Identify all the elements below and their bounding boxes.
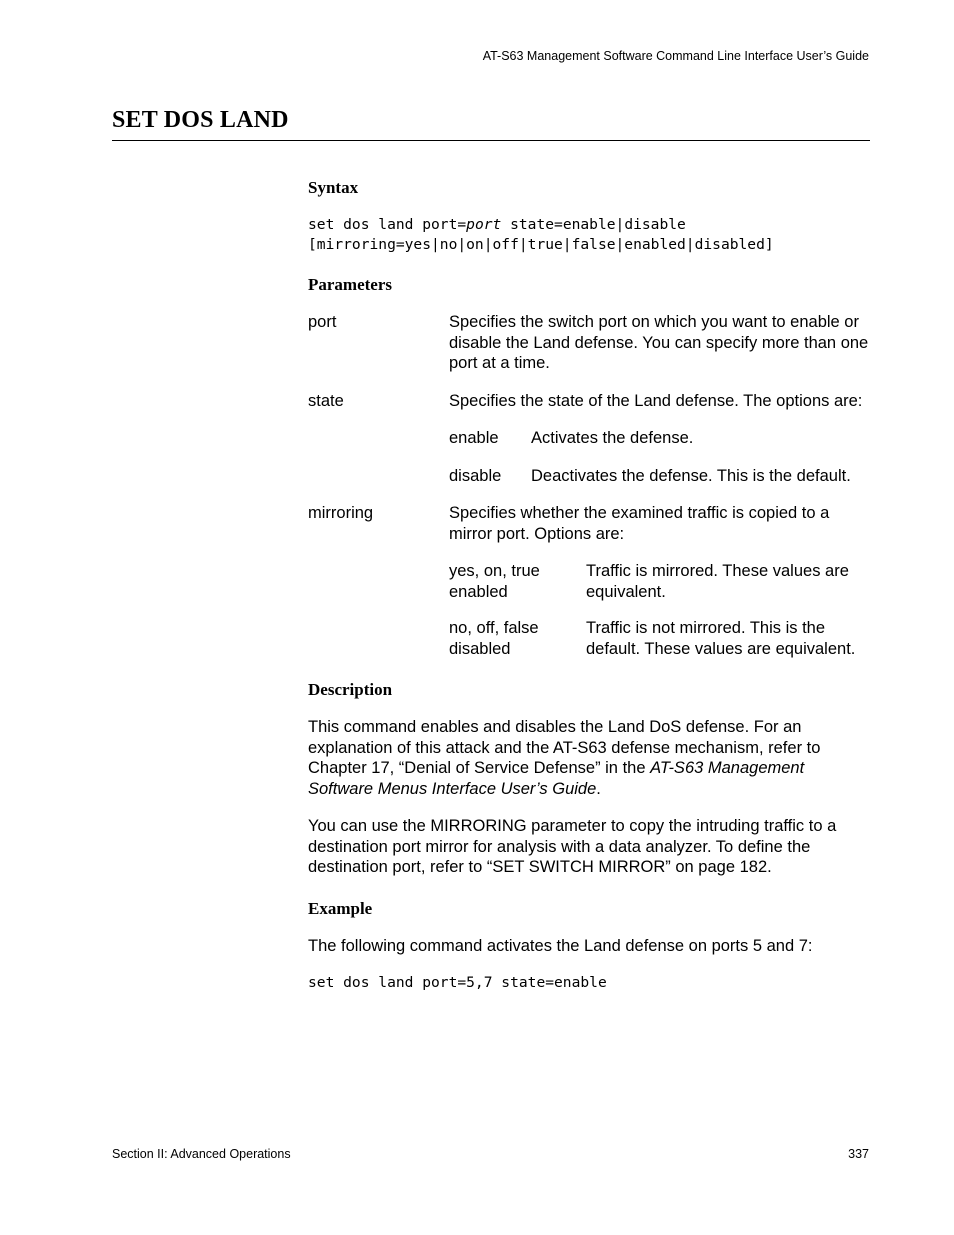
description-book-title: AT-S63 Management Software Menus Interface User’s Guide <box>308 759 805 798</box>
state-option-name: enable <box>449 429 499 447</box>
param-port-description: Specifies the switch port on which you want to enable or disable the Land defense. You can specify more than one port at a time. <box>449 313 869 372</box>
mirroring-option-description: Traffic is mirrored. These values are equivalent. <box>586 562 849 601</box>
example-code: set dos land port=5,7 state=enable <box>308 974 607 991</box>
syntax-heading: Syntax <box>308 178 359 197</box>
page-title: SET DOS LAND <box>112 107 289 133</box>
syntax-line1-suffix: state=enable|disable <box>501 216 686 233</box>
state-option-disable <box>449 466 870 487</box>
mirroring-option-name-line2: disabled <box>449 639 511 658</box>
syntax-line1-prefix: set dos land port= <box>308 216 467 233</box>
state-option-description: Deactivates the defense. This is the default. <box>531 466 851 485</box>
description-text: This command enables and disables the Land DoS defense. For an explanation of this attack and the AT-S63 defense mechanism, refer to Chapter 17, “Denial of Service Defense” in the <box>308 718 821 777</box>
param-state-description: Specifies the state of the Land defense. The options are: <box>449 391 863 410</box>
parameters-heading: Parameters <box>308 275 393 294</box>
running-header: AT-S63 Management Software Command Line Interface User’s Guide <box>482 49 869 63</box>
mirroring-option-name-line1: no, off, false <box>449 619 539 637</box>
param-port <box>308 312 870 374</box>
example-heading: Example <box>308 898 373 918</box>
state-option-name: disable <box>449 466 502 485</box>
syntax-line1-param: port <box>466 216 502 233</box>
state-option-enable <box>449 428 870 449</box>
mirroring-option-yes <box>449 561 870 602</box>
description-paragraph-1 <box>308 717 870 799</box>
example-text: The following command activates the Land defense on ports 5 and 7: <box>308 936 813 955</box>
footer-section: Section II: Advanced Operations <box>112 1147 291 1161</box>
title-rule <box>112 140 870 141</box>
mirroring-option-no <box>449 618 870 659</box>
main-content <box>308 178 870 993</box>
param-mirroring-name: mirroring <box>308 504 374 522</box>
description-text-end: . <box>596 779 601 798</box>
mirroring-option-name <box>449 561 586 602</box>
footer-page-number: 337 <box>848 1147 869 1161</box>
param-state-name: state <box>308 391 344 410</box>
mirroring-option-name-line2: enabled <box>449 582 508 601</box>
param-mirroring <box>308 503 870 544</box>
syntax-code <box>308 215 870 255</box>
param-port-name: port <box>308 313 337 331</box>
param-state <box>308 391 870 412</box>
description-heading: Description <box>308 680 393 699</box>
param-mirroring-description: Specifies whether the examined traffic is copied to a mirror port. Options are: <box>449 504 830 543</box>
state-option-description: Activates the defense. <box>531 429 694 447</box>
description-paragraph-2: You can use the MIRRORING parameter to copy the intruding traffic to a destination port mirror for analysis with a data analyzer. To define the destination port, refer to “SET SWITCH MIRROR” on page 182. <box>308 817 837 876</box>
mirroring-option-name <box>449 618 586 659</box>
mirroring-option-description: Traffic is not mirrored. This is the default. These values are equivalent. <box>586 619 856 658</box>
syntax-line2: [mirroring=yes|no|on|off|true|false|enabled|disabled] <box>308 236 774 253</box>
mirroring-option-name-line1: yes, on, true <box>449 562 540 580</box>
